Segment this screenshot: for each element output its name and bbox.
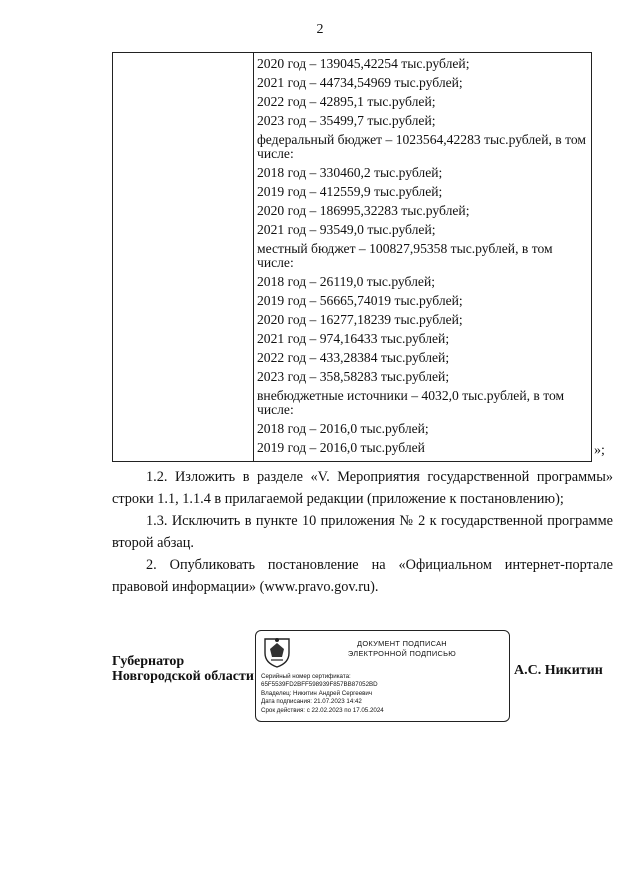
financing-line: 2019 год – 412559,9 тыс.рублей;	[257, 184, 443, 199]
financing-line: 2023 год – 35499,7 тыс.рублей;	[257, 113, 436, 128]
closing-quote-mark: »;	[594, 443, 605, 458]
signer-title-line: Новгородской области	[112, 669, 254, 684]
financing-line: 2018 год – 330460,2 тыс.рублей;	[257, 165, 443, 180]
signer-name: А.С. Никитин	[514, 663, 603, 678]
paragraph-1-2: 1.2. Изложить в разделе «V. Мероприятия государственной программы» строки 1.1, 1.1.4 в прилагаемой редакции (приложение к постановлению);	[112, 469, 613, 507]
financing-line: внебюджетные источники – 4032,0 тыс.рублей, в том числе:	[257, 388, 565, 417]
paragraph-2: 2. Опубликовать постановление на «Официальном интернет-портале правовой информации» (www.pravo.gov.ru).	[112, 557, 613, 595]
financing-line: 2019 год – 2016,0 тыс.рублей	[257, 440, 425, 455]
signer-title	[112, 654, 254, 684]
financing-line: 2018 год – 26119,0 тыс.рублей;	[257, 274, 435, 289]
page-number: 2	[316, 22, 324, 37]
financing-line: 2023 год – 358,58283 тыс.рублей;	[257, 369, 450, 384]
financing-line: 2018 год – 2016,0 тыс.рублей;	[257, 421, 429, 436]
certificate-info	[261, 673, 384, 715]
financing-line: 2019 год – 56665,74019 тыс.рублей;	[257, 293, 463, 308]
certificate-owner: Владелец: Никитин Андрей Сергеевич	[261, 689, 373, 697]
financing-line: 2022 год – 433,28384 тыс.рублей;	[257, 350, 450, 365]
financing-line: 2020 год – 16277,18239 тыс.рублей;	[257, 312, 463, 327]
serial-value: 65F5539FD2BFF598939F857BB87052BD	[261, 681, 378, 689]
certificate-validity: Срок действия: с 22.02.2023 по 17.05.2024	[261, 706, 384, 714]
financing-table	[112, 52, 592, 462]
coat-of-arms-icon	[262, 635, 292, 669]
table-column-divider	[253, 53, 254, 461]
financing-line: федеральный бюджет – 1023564,42283 тыс.рублей, в том числе:	[257, 132, 586, 161]
financing-column	[257, 57, 587, 460]
financing-line: 2020 год – 139045,42254 тыс.рублей;	[257, 56, 470, 71]
paragraph-1-3: 1.3. Исключить в пункте 10 приложения № 2 к государственной программе второй абзац.	[112, 513, 613, 551]
financing-line: местный бюджет – 100827,95358 тыс.рублей, в том числе:	[257, 241, 553, 270]
financing-line: 2022 год – 42895,1 тыс.рублей;	[257, 94, 436, 109]
financing-line: 2021 год – 93549,0 тыс.рублей;	[257, 222, 436, 237]
financing-line: 2021 год – 974,16433 тыс.рублей;	[257, 331, 450, 346]
serial-label: Серийный номер сертификата:	[261, 673, 351, 680]
signer-title-line: Губернатор	[112, 654, 185, 669]
financing-line: 2020 год – 186995,32283 тыс.рублей;	[257, 203, 470, 218]
electronic-signature-stamp	[255, 630, 510, 722]
stamp-heading: ДОКУМЕНТ ПОДПИСАН ЭЛЕКТРОННОЙ ПОДПИСЬЮ	[347, 639, 457, 658]
financing-line: 2021 год – 44734,54969 тыс.рублей;	[257, 75, 463, 90]
signing-date: Дата подписания: 21.07.2023 14:42	[261, 698, 362, 706]
